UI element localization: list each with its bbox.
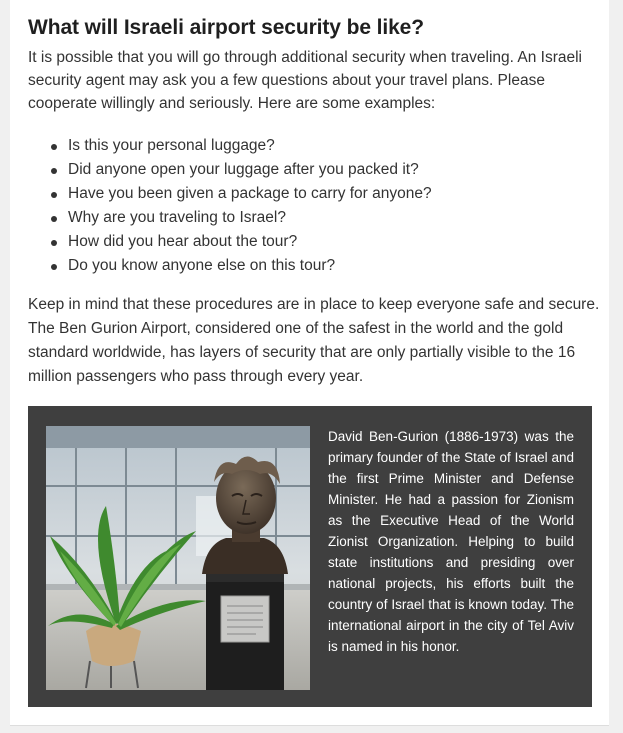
list-item: Why are you traveling to Israel?: [48, 206, 588, 230]
list-item: How did you hear about the tour?: [48, 230, 588, 254]
article-card: [10, 0, 609, 726]
article-title: What will Israeli airport security be like?: [28, 16, 424, 39]
outro-paragraph: Keep in mind that these procedures are in place to keep everyone safe and secure. The Ben Gurion Airport, considered one of the safest in the world and the gold standard worldwide, has layers of security that are only partially visible to the 16 million passengers who pass through every year.: [28, 296, 600, 385]
list-item: Have you been given a package to carry for anyone?: [48, 182, 588, 206]
list-item: Is this your personal luggage?: [48, 134, 588, 158]
security-questions-list: [48, 134, 588, 278]
ben-gurion-bust-photo: [46, 426, 310, 690]
list-item: Do you know anyone else on this tour?: [48, 254, 588, 278]
ben-gurion-feature-panel: [28, 406, 592, 707]
feature-caption: David Ben-Gurion (1886-1973) was the primary founder of the State of Israel and the first Prime Minister and Defense Minister. He had a passion for Zionism as the Executive Head of the World Zionist Organization. Helping to build state institutions and presiding over national projects, his efforts built the country of Israel that is known today. The international airport in the city of Tel Aviv is named in his honor.: [328, 429, 574, 654]
intro-paragraph: It is possible that you will go through additional security when traveling. An Israeli security agent may ask you a few questions about your travel plans. Please cooperate willingly and seriously. Here are some examples:: [28, 49, 582, 112]
list-item: Did anyone open your luggage after you packed it?: [48, 158, 588, 182]
